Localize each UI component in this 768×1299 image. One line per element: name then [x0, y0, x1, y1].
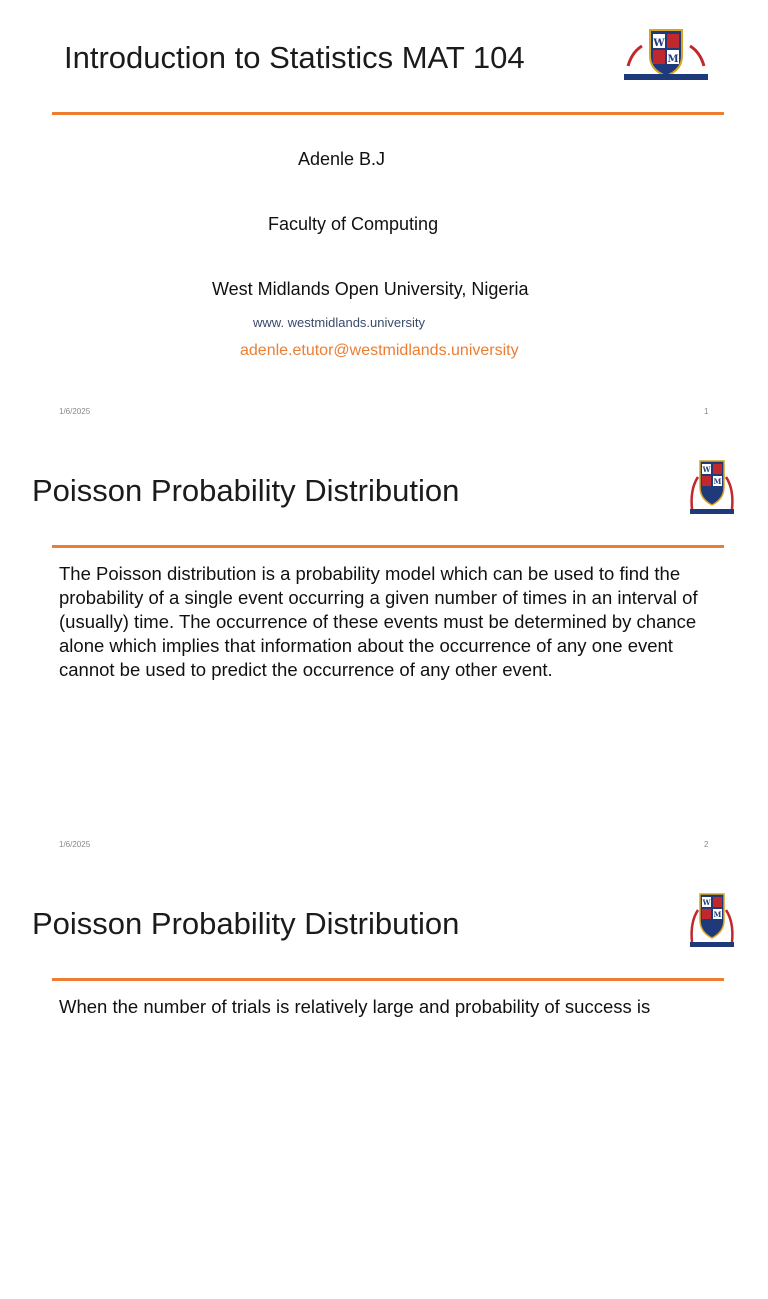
faculty-name: Faculty of Computing — [268, 214, 439, 234]
svg-text:M: M — [713, 910, 722, 919]
website-link[interactable]: www. westmidlands.university — [253, 315, 425, 330]
slide-body: The Poisson distribution is a probability model which can be used to find the probability of a single event occurring a given number of times in an interval of (usually) time. The occurrence of these events must be determined by chance alone which implies that information about the occurrence of any one event cannot be used to predict the occurrence of any other event. — [59, 563, 698, 680]
slide-number: 1 — [704, 407, 709, 416]
slide-body: When the number of trials is relatively large and probability of success is — [59, 996, 651, 1017]
slide-3 — [0, 866, 768, 1299]
slide-number: 2 — [704, 840, 709, 849]
svg-text:W: W — [653, 38, 665, 49]
slide-date: 1/6/2025 — [59, 407, 91, 416]
university-logo — [688, 459, 736, 519]
author-name: Adenle B.J — [298, 149, 386, 169]
slide-1 — [0, 0, 768, 433]
slide-date: 1/6/2025 — [59, 840, 91, 849]
slide-title: Poisson Probability Distribution — [32, 473, 460, 508]
svg-text:M: M — [713, 477, 722, 486]
slide-title: Introduction to Statistics MAT 104 — [64, 40, 525, 75]
university-name: West Midlands Open University, Nigeria — [212, 279, 529, 299]
title-divider — [52, 545, 724, 548]
title-divider — [52, 112, 724, 115]
title-divider — [52, 978, 724, 981]
svg-text:W: W — [702, 898, 711, 907]
svg-text:M: M — [667, 54, 679, 65]
svg-text:W: W — [702, 465, 711, 474]
slide-2 — [0, 433, 768, 866]
university-logo — [620, 26, 712, 86]
email-link[interactable]: adenle.etutor@westmidlands.university — [240, 342, 519, 359]
university-logo — [688, 892, 736, 952]
slide-title: Poisson Probability Distribution — [32, 906, 460, 941]
